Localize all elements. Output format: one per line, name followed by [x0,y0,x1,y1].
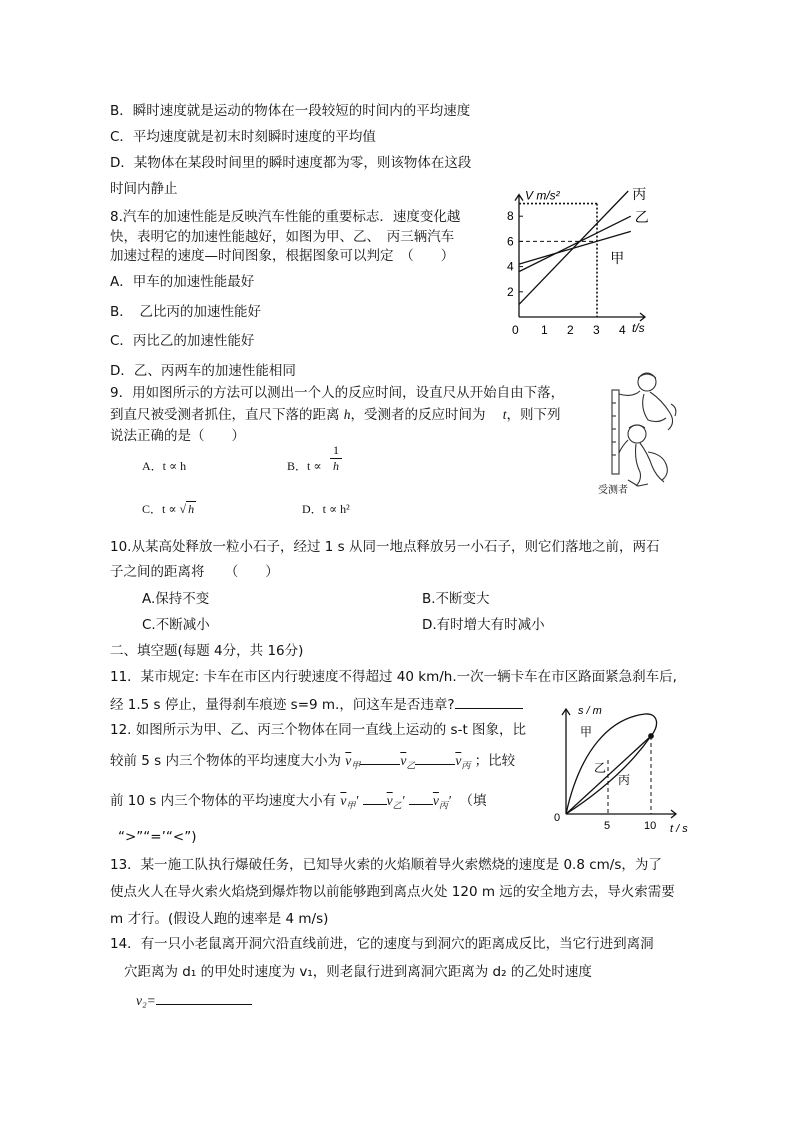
vt-y-tick-label: 2 [507,284,514,299]
st-label-yi: 乙 [594,761,607,775]
q9-stem-line2 [110,405,560,425]
q11-line2-text: 经 1.5 s 停止，量得刹车痕迹 s=9 m.，问这车是否违章? [110,697,455,713]
q8-option-a: A．甲车的加速性能最好 [110,274,255,290]
q8-option-d: D．乙、丙两车的加速性能相同 [110,363,296,379]
q12-line3-end: （填 [459,793,487,809]
q12-line2 [110,750,515,776]
q9-option-b [287,456,321,476]
q7-option-c: C．平均速度就是初末时刻瞬时速度的平均值 [110,129,376,145]
q12-v-jia-prime: $\overline{v}_甲'$ [340,793,359,811]
vt-series-label: 乙 [634,209,649,226]
q12-blank-3[interactable] [363,790,387,805]
q12-line3 [110,790,486,816]
q12-v-jia: $\overline{v}_甲$ [345,753,361,771]
q9-option-b-text: B．t ∝ [287,459,322,473]
q12-line3-text: 前 10 s 内三个物体的平均速度大小有 [110,793,337,809]
q14-line3-text: v₂= [136,993,156,1008]
st-tick-5: 5 [604,820,611,832]
q12-v-yi: $\overline{v}_乙$ [400,753,416,771]
q11-answer-blank[interactable] [455,694,523,709]
q9-sqrt-h: h [188,502,195,516]
q12-v-yi-prime: $\overline{v}_乙'$ [386,793,405,811]
q12-line2-end: ；比较 [474,753,516,769]
q11-line2 [110,694,523,715]
q8-stem-line1: 8.汽车的加速性能是反映汽车性能的重要标志．速度变化越 [110,209,461,225]
q14-line3 [136,990,252,1011]
vt-x-tick-label: 0 [512,323,519,337]
q12-line1: 12. 如图所示为甲、乙、丙三个物体在同一直线上运动的 s-t 图象，比 [110,722,527,738]
st-origin: 0 [554,812,561,824]
vt-chart [495,178,685,343]
q12-blank-4[interactable] [409,790,433,805]
section-fill-in-title: 二、填空题(每题 4分，共 16分) [110,643,304,659]
vt-ylabel: V m/s² [525,188,560,203]
q9-option-c-text: C．t ∝ [142,502,177,516]
q8-stem-line3: 加速过程的速度—时间图象，根据图象可以判定 （ ） [110,248,455,264]
q9-option-d: D．t ∝ h² [302,502,350,516]
q13-line2: 使点火人在导火索火焰烧到爆炸物以前能够跑到离点火处 120 m 远的安全地方去，导火索需要 [110,884,675,900]
vt-y-tick-label: 4 [507,259,514,274]
vt-xlabel: t/s [632,321,645,335]
illustration-caption: 受测者 [598,485,628,496]
q10-stem-line1: 10.从某高处释放一粒小石子，经过 1 s 从同一地点释放另一小石子，则它们落地之前，两石 [110,539,660,555]
vt-x-tick-label: 3 [593,323,600,337]
vt-series-label: 丙 [632,186,647,202]
q9-option-a: A．t ∝ h [142,459,187,473]
vt-x-tick-label: 4 [619,323,626,337]
st-xlabel: t / s [670,823,688,835]
reaction-time-illustration [592,368,690,496]
q9-stem-line1: 9．用如图所示的方法可以测出一个人的反应时间，设直尺从开始自由下落， [110,385,565,401]
q9-var-t: t [502,407,507,422]
vt-x-tick-label: 2 [567,323,574,337]
q8-stem-line2: 快，表明它的加速性能越好，如图为甲、乙、 丙三辆汽车 [110,229,455,245]
vt-y-tick-label: 6 [507,234,514,249]
q10-option-c: C.不断减小 [142,617,210,633]
q9-fraction-den: h [330,458,342,474]
q7-option-d-line2: 时间内静止 [110,181,178,197]
q12-line4: “>”“=’“<”) [118,829,197,845]
vt-y-tick-label: 8 [507,209,514,224]
q9-fraction-num: 1 [333,443,339,457]
q14-answer-blank[interactable] [156,990,252,1005]
vt-x-tick-label: 1 [541,323,548,337]
q13-line3: m 才行。(假设人跑的速率是 4 m/s) [110,911,329,927]
q9-stem-part-c: ，则下列 [506,407,561,423]
st-meet-point [649,734,653,738]
q9-var-h: h [343,407,351,422]
vt-axes [515,195,645,321]
q10-stem-line2: 子之间的距离将 （ ） [110,564,279,580]
q14-line1: 14．有一只小老鼠离开洞穴沿直线前进，它的速度与到洞穴的距离成反比，当它行进到离洞 [110,936,654,952]
q10-option-d: D.有时增大有时减小 [422,617,545,633]
q9-option-c [142,499,196,519]
st-label-jia: 甲 [580,725,593,739]
q9-fraction [330,443,342,474]
q7-option-b: B．瞬时速度就是运动的物体在一段较短的时间内的平均速度 [110,103,471,119]
q12-v-bing-prime: $\overline{v}_丙'$ [432,793,451,811]
q8-option-b: B． 乙比丙的加速性能好 [110,304,262,320]
q12-blank-1[interactable] [360,750,400,765]
q12-line2-text: 较前 5 s 内三个物体的平均速度大小为 [110,753,341,769]
q8-option-c: C．丙比乙的加速性能好 [110,333,255,349]
st-ylabel: s / m [578,705,602,717]
q7-option-d-line1: D．某物体在某段时间里的瞬时速度都为零，则该物体在这段 [110,155,472,171]
q14-line2: 穴距离为 d₁ 的甲处时速度为 v₁，则老鼠行进到离洞穴距离为 d₂ 的乙处时速度 [124,964,592,980]
q9-stem-line3: 说法正确的是（ ） [110,428,245,444]
q12-blank-2[interactable] [415,750,455,765]
st-tick-10: 10 [644,820,657,832]
q12-v-bing: $\overline{v}_丙$ [455,753,471,771]
st-chart [550,700,700,836]
q9-stem-part-a: 到直尺被受测者抓住，直尺下落的距离 [110,407,340,423]
q13-line1: 13．某一施工队执行爆破任务，已知导火索的火焰顺着导火索燃烧的速度是 0.8 cm/s，为了 [110,857,662,873]
vt-series [519,188,631,304]
q10-option-a: A.保持不变 [142,591,210,607]
vt-series-label: 甲 [610,250,625,267]
q9-sqrt: √ h [179,502,195,516]
q9-stem-part-b: ，受测者的反应时间为 [350,407,486,423]
st-label-bing: 丙 [618,773,631,787]
q11-line1: 11．某市规定: 卡车在市区内行驶速度不得超过 40 km/h.一次一辆卡车在市区路面紧急刹车后, [110,669,677,685]
bottom-person-head [628,425,646,443]
q10-option-b: B.不断变大 [422,591,490,607]
